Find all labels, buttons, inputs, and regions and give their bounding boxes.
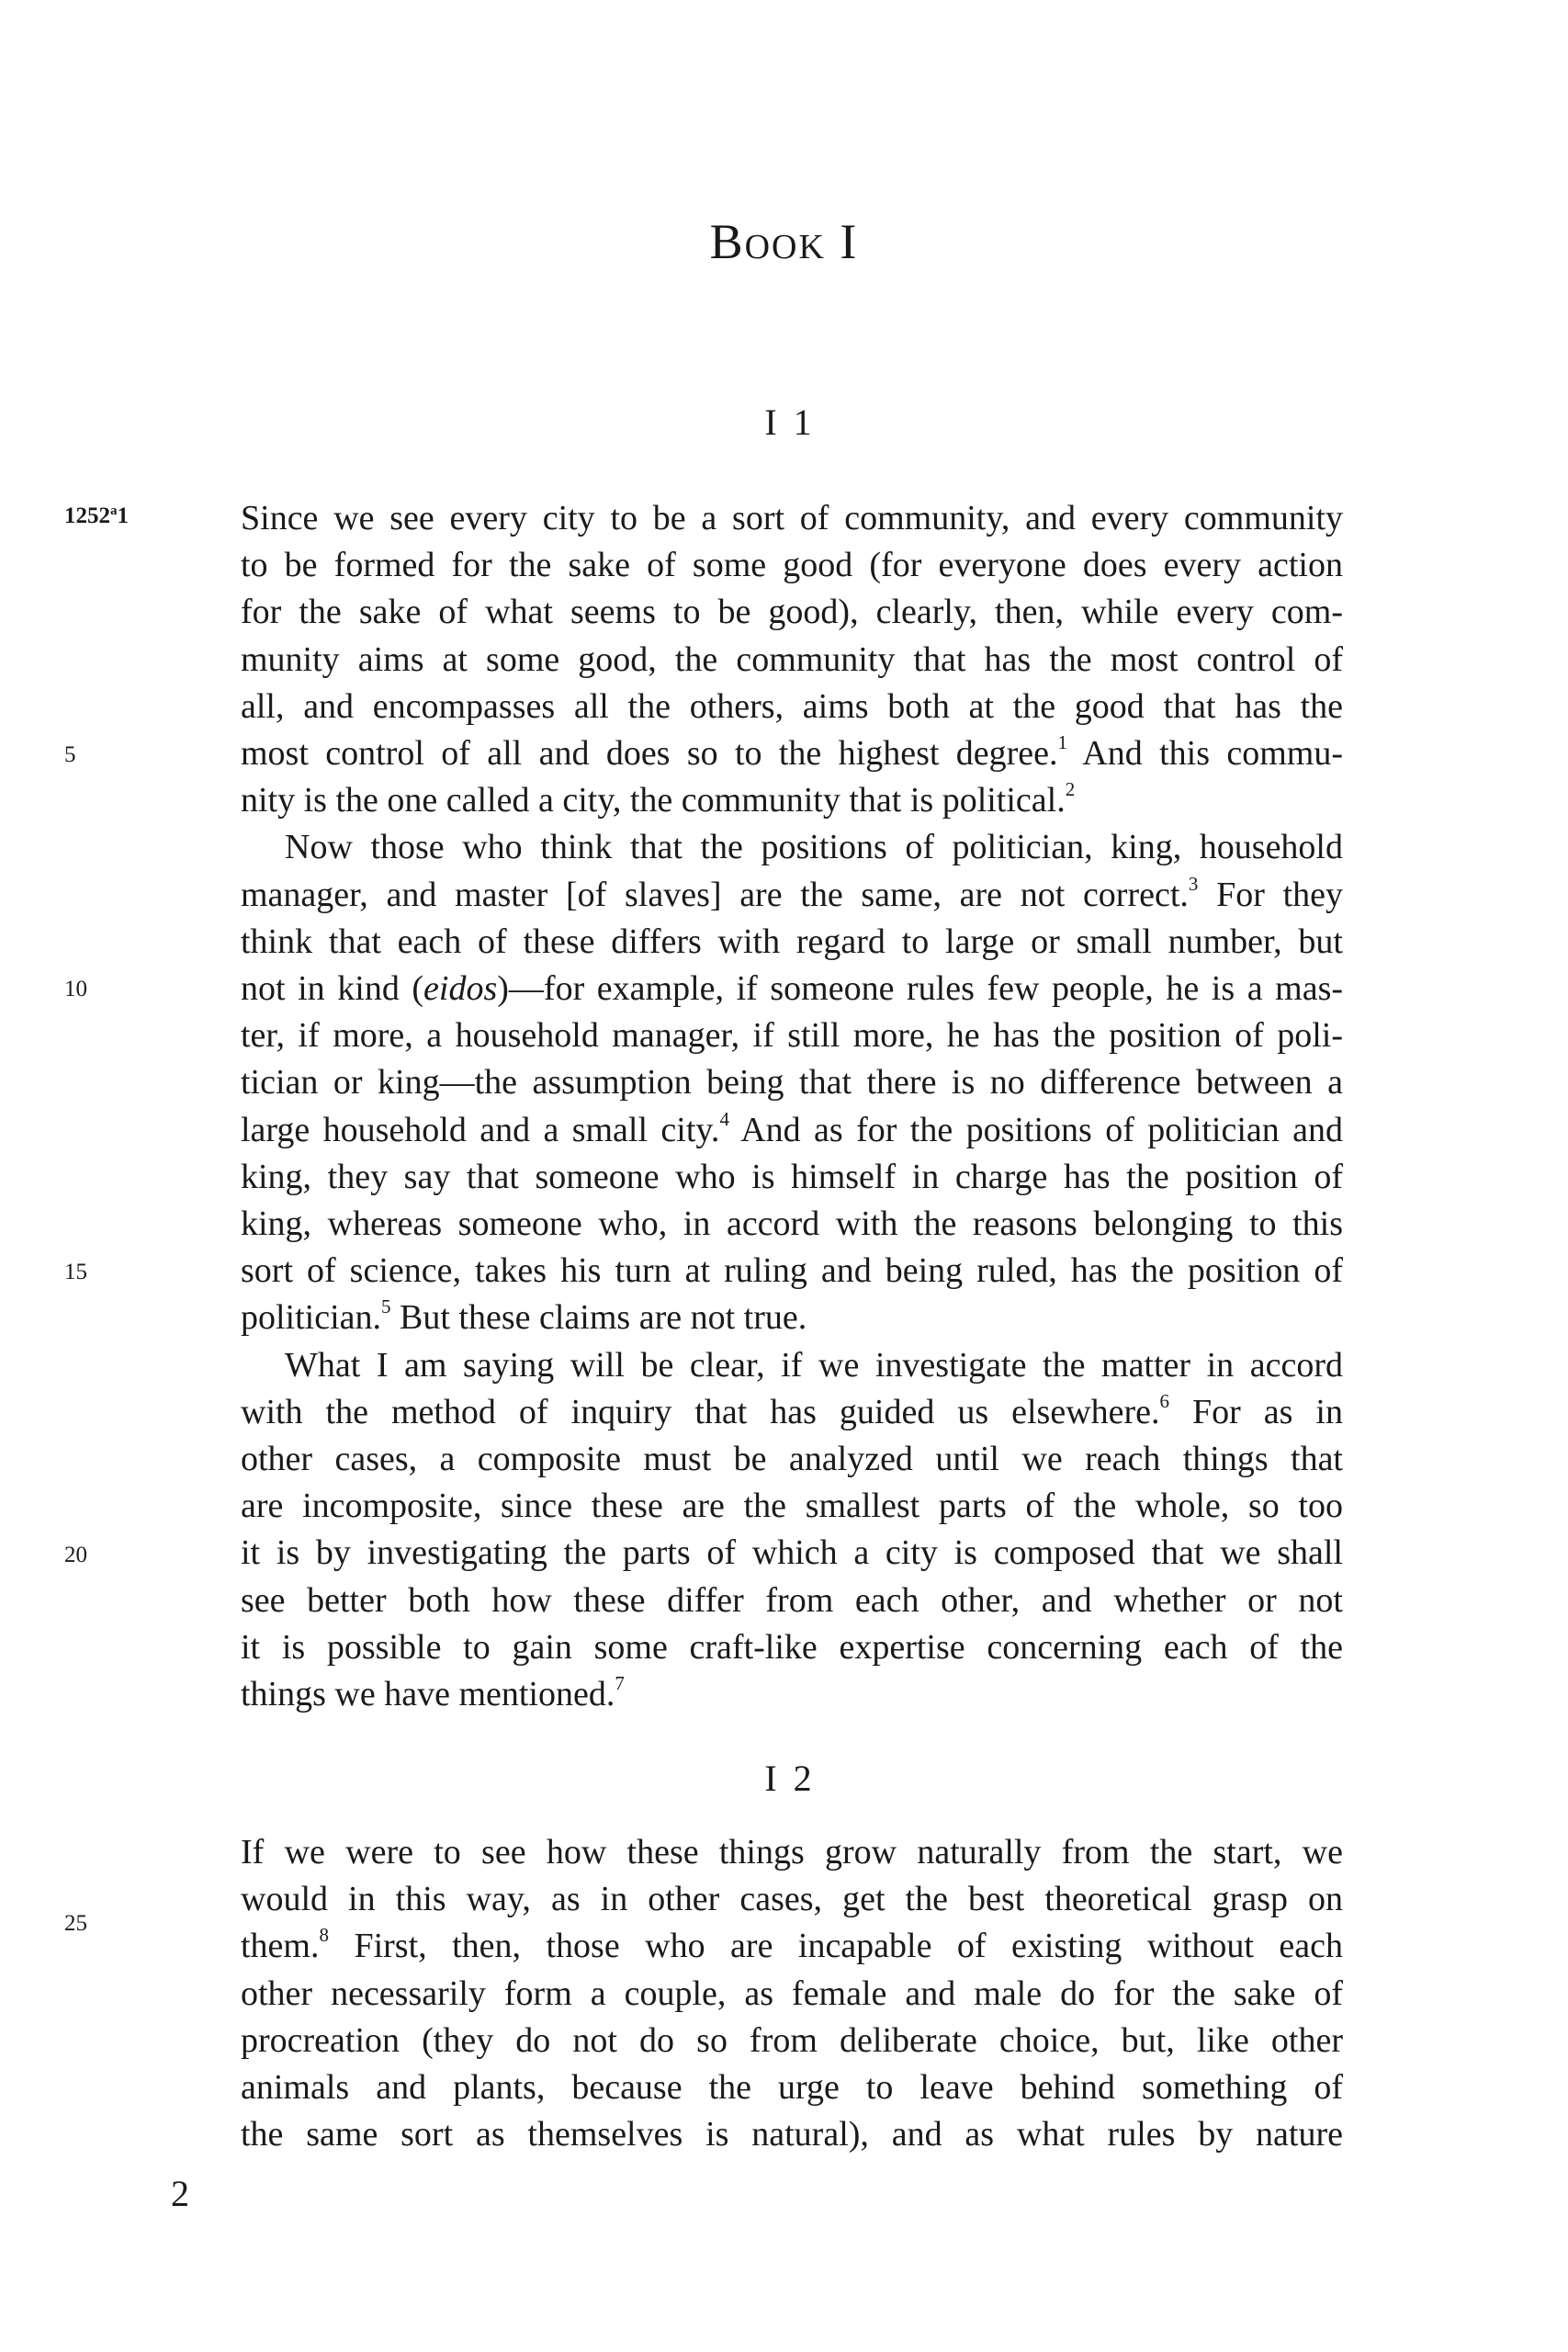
text-segment: see better both how these differ from each other, and whether or not [241,1581,1343,1620]
text-segment: things we have mentioned. [241,1675,615,1713]
footnote-marker: 2 [1065,778,1076,800]
book-title: Book I [709,214,859,269]
text-segment: And as for the positions of politician and [728,1111,1343,1149]
text-line [241,1970,1343,2018]
text-line [241,871,1343,919]
text-segment: are incomposite, since these are the smallest parts of the whole, so too [241,1487,1343,1525]
text-line [241,729,1343,777]
footnote-marker: 8 [319,1924,329,1946]
text-segment: )—for example, if someone rules few people, he is a mas- [497,969,1344,1008]
text-line [241,1529,1343,1577]
text-segment: for the sake of what seems to be good), clearly, then, while every com- [241,593,1343,631]
text-segment: them. [241,1927,320,1965]
text-segment: For they [1198,876,1344,914]
bekker-reference [64,503,129,529]
text-segment: other cases, a composite must be analyzed until we reach things that [241,1440,1343,1478]
text-line [241,965,1343,1012]
bekker-column: a [110,503,118,518]
text-segment: not in kind ( [241,969,424,1008]
text-segment: politician. [241,1298,382,1337]
line-number: 15 [64,1260,87,1284]
bekker-line: 1 [117,503,129,528]
line-number: 10 [64,977,87,1001]
text-line [241,1577,1343,1624]
text-segment: And this commu- [1067,734,1343,773]
text-segment: Since we see every city to be a sort of community, and every community [241,499,1343,537]
text-line [241,823,1343,871]
footnote-marker: 3 [1188,873,1199,895]
chapter-heading-1: I 1 [764,401,816,443]
text-segment: procreation (they do not do so from deliberate choice, but, like other [241,2021,1343,2060]
text-segment: it is by investigating the parts of which a city is composed that we shall [241,1533,1343,1572]
text-segment: munity aims at some good, the community that has the most control of [241,640,1343,679]
text-line [241,1623,1343,1671]
text-segment: Now those who think that the positions of politician, king, household [285,828,1343,866]
text-segment: other necessarily form a couple, as female and male do for the sake of [241,1974,1343,2013]
line-number: 5 [64,742,76,767]
text-segment: would in this way, as in other cases, get the best theoretical grasp on [241,1880,1343,1918]
text-line [241,2017,1343,2064]
text-segment: ter, if more, a household manager, if still more, he has the position of poli- [241,1016,1343,1055]
text-line [241,1875,1343,1923]
footnote-marker: 6 [1159,1390,1170,1412]
text-line [241,494,1343,542]
text-segment: sort of science, takes his turn at ruling and being ruled, has the position of [241,1251,1343,1290]
text-line [241,588,1343,636]
italic-term: eidos [423,969,498,1008]
text-line [241,636,1343,684]
text-line [241,1435,1343,1483]
text-line [241,1922,1343,1970]
text-line [241,1388,1343,1436]
text-segment: tician or king—the assumption being that there is no difference between a [241,1063,1343,1102]
text-segment: But these claims are not true. [390,1298,807,1337]
text-line [241,683,1343,730]
text-line [241,2064,1343,2111]
text-segment: large household and a small city. [241,1111,720,1149]
text-segment: the same sort as themselves is natural), and as what rules by nature [241,2115,1343,2154]
text-segment: nity is the one called a city, the community that is political. [241,781,1066,820]
text-line [241,1247,1343,1295]
text-line [241,1670,1343,1718]
text-segment: For as in [1169,1393,1343,1431]
bekker-page: 1252 [64,503,110,528]
text-segment: What I am saying will be clear, if we investigate the matter in accord [285,1346,1343,1385]
text-segment: it is possible to gain some craft-like expertise concerning each of the [241,1628,1343,1667]
footnote-marker: 1 [1057,731,1068,753]
text-line [241,1341,1343,1389]
text-line [241,1153,1343,1201]
page-number: 2 [171,2173,189,2214]
text-segment: If we were to see how these things grow naturally from the start, we [241,1833,1343,1871]
text-line [241,2110,1343,2158]
text-line [241,541,1343,589]
text-segment: First, then, those who are incapable of existing without each [328,1927,1343,1965]
text-line [241,776,1343,824]
text-segment: king, whereas someone who, in accord with the reasons belonging to this [241,1204,1343,1243]
line-number: 25 [64,1911,87,1936]
text-line [241,1200,1343,1248]
text-segment: most control of all and does so to the highest degree. [241,734,1058,773]
text-line [241,1058,1343,1106]
text-segment: to be formed for the sake of some good (for everyone does every action [241,546,1343,584]
footnote-marker: 4 [719,1108,729,1130]
chapter-heading-2: I 2 [764,1758,816,1799]
text-line [241,1828,1343,1876]
text-line [241,1482,1343,1530]
text-segment: all, and encompasses all the others, aims both at the good that has the [241,687,1343,726]
text-line [241,1012,1343,1059]
text-line [241,918,1343,966]
text-segment: king, they say that someone who is himself in charge has the position of [241,1158,1343,1196]
line-number: 20 [64,1543,87,1567]
text-line [241,1106,1343,1154]
footnote-marker: 7 [615,1672,625,1694]
footnote-marker: 5 [381,1295,391,1317]
text-line [241,1294,1343,1341]
text-segment: animals and plants, because the urge to leave behind something of [241,2068,1343,2107]
text-segment: with the method of inquiry that has guided us elsewhere. [241,1393,1160,1431]
text-segment: manager, and master [of slaves] are the same, are not correct. [241,876,1189,914]
text-segment: think that each of these differs with regard to large or small number, but [241,922,1343,961]
